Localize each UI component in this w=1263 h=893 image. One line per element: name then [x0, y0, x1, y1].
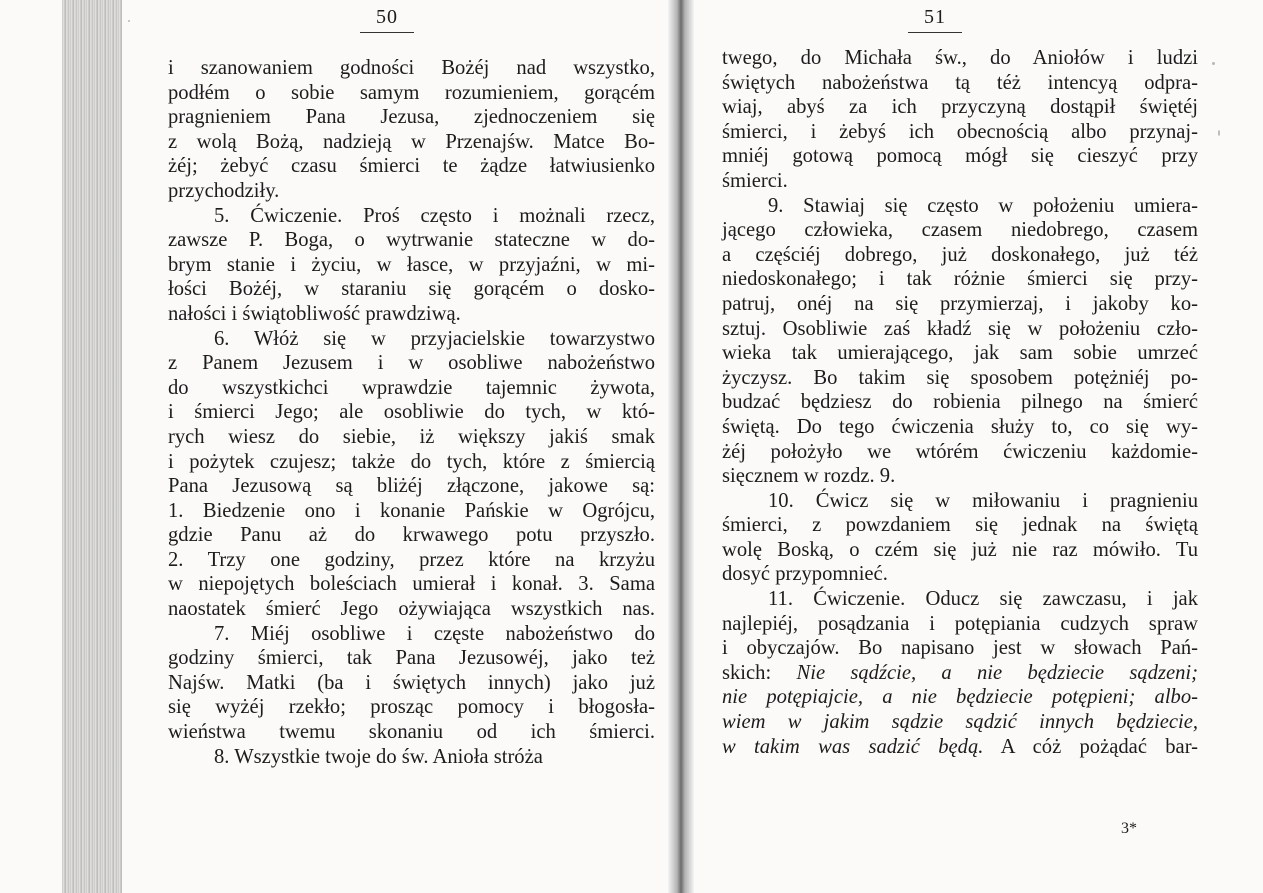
text-line: nie potępiajcie, a nie będziecie potępieni; albo-	[722, 686, 1198, 709]
text-line: 5. Ćwiczenie. Proś często i możnali rzecz,	[214, 204, 655, 227]
text-line: patruj, onéj na się przymierzaj, i jakoby ko-	[722, 292, 1198, 315]
text-line: żéj położyło we wtórém ćwiczeniu każdomie-	[722, 440, 1198, 463]
text-line: do wszystkichci wprawdzie tajemnic żywota,	[168, 376, 655, 399]
text-line: a częściéj dobrego, już doskonałego, już téż	[722, 243, 1198, 266]
scan-speck	[128, 20, 130, 22]
text-line: 10. Ćwicz się w miłowaniu i pragnieniu	[768, 489, 1198, 512]
text-line: z Panem Jezusem i w osobliwe nabożeństwo	[168, 352, 655, 375]
text-line: nałości i świątobliwość prawdziwą.	[168, 302, 461, 325]
text-line: w niepojętych boleściach umierał i konał. 3. Sama	[168, 573, 655, 596]
text-line: 6. Włóż się w przyjacielskie towarzystwo	[214, 327, 655, 350]
text-line: wiem w jakim sądzie sądzić innych będziecie,	[722, 711, 1198, 734]
text-line: przychodziły.	[168, 179, 280, 202]
text-line: niedoskonałego; i tak różnie śmierci się przy-	[722, 268, 1198, 291]
text-line: twego, do Michała św., do Aniołów i ludzi	[722, 47, 1198, 69]
text-line: gdzie Panu aż do krwawego potu przyszło.	[168, 524, 655, 547]
scan-speck	[1212, 62, 1215, 65]
text-line: wolę Boską, o czém się już nie raz mówiło. Tu	[722, 538, 1198, 561]
text-line: wiaj, abyś za ich przyczyną dostąpił świętéj	[722, 96, 1198, 119]
text-line: 2. Trzy one godziny, przez które na krzyżu	[168, 548, 655, 571]
signature-mark: 3*	[1121, 820, 1137, 837]
text-line: dosyć przypomnieć.	[722, 563, 888, 586]
text-line: łości Bożéj, w staraniu się gorącém o dosko-	[168, 278, 655, 301]
text-line: godziny śmierci, tak Pana Jezusowéj, jako też	[168, 647, 655, 670]
text-line: 8. Wszystkie twoje do św. Anioła stróża	[214, 745, 543, 768]
text-line: wieka tak umierającego, jak sam sobie umrzeć	[722, 342, 1198, 365]
left-page-number: 50	[360, 6, 414, 33]
text-line: zawsze P. Boga, o wytrwanie stateczne w do-	[168, 229, 655, 252]
left-page-text	[168, 56, 655, 769]
text-line: i śmierci Jego; ale osobliwie do tych, w któ-	[168, 401, 655, 424]
text-line: pragnieniem Pana Jezusa, zjednoczeniem się	[168, 106, 655, 129]
right-page-text	[722, 46, 1198, 759]
text-line: się wyżéj rzekło; prosząc pomocy i błogosła-	[168, 696, 655, 719]
text-line: wieństwa twemu skonaniu od ich śmierci.	[168, 721, 655, 744]
text-line: Najśw. Matki (ba i świętych innych) jako już	[168, 671, 655, 694]
text-line: Pana Jezusową są bliżéj złączone, jakowe są:	[168, 475, 655, 498]
left-binding-edge	[62, 0, 122, 893]
text-line: mniéj gotową pomocą mógł się cieszyć przy	[722, 145, 1198, 168]
text-line: świętych nabożeństwa tą téż intencyą odpra-	[722, 71, 1198, 94]
text-line: budzać będziesz do robienia pilnego na śmierć	[722, 391, 1198, 414]
text-line: naostatek śmierć Jego ożywiająca wszystkich nas.	[168, 598, 655, 621]
text-line: i szanowaniem godności Bożéj nad wszystko,	[168, 57, 655, 79]
text-line: rych wiesz do siebie, iż większy jakiś smak	[168, 425, 655, 448]
text-line: podłém o sobie samym rozumieniem, gorącém	[168, 81, 655, 104]
text-line: żéj; żebyć czasu śmierci te żądze łatwiusienko	[168, 155, 655, 178]
text-line: świętą. Do tego ćwiczenia służy to, co się wy-	[722, 415, 1198, 438]
text-line: i pożytek czujesz; także do tych, które z śmiercią	[168, 450, 655, 473]
text-line: śmierci, i żebyś ich obecnością albo przynaj-	[722, 120, 1198, 143]
text-line: skich: Nie sądźcie, a nie będziecie sądzeni;	[722, 661, 1198, 684]
text-line: 11. Ćwiczenie. Oducz się zawczasu, i jak	[768, 588, 1198, 611]
text-line: najlepiéj, posądzania i potępiania cudzych spraw	[722, 612, 1198, 635]
right-page-number: 51	[908, 6, 962, 33]
text-line: 1. Biedzenie ono i konanie Pańskie w Ogrójcu,	[168, 499, 655, 522]
text-line: sztuj. Osobliwie zaś kładź się w położeniu czło-	[722, 317, 1198, 340]
text-line: śmierci, z powzdaniem się jednak na świętą	[722, 514, 1198, 537]
text-line: jącego człowieka, czasem niedobrego, czasem	[722, 219, 1198, 242]
text-line: 9. Stawiaj się często w położeniu umiera-	[768, 194, 1198, 217]
text-line: życzysz. Bo takim się sposobem potężniéj po-	[722, 366, 1198, 389]
text-line: śmierci.	[722, 169, 788, 192]
text-line: sięcznem w rozdz. 9.	[722, 465, 896, 488]
text-line: i obyczajów. Bo napisano jest w słowach Pań-	[722, 637, 1198, 660]
text-line: w takim was sadzić będą. A cóż pożądać bar-	[722, 735, 1199, 758]
center-gutter	[668, 0, 694, 893]
text-line: 7. Miéj osobliwe i częste nabożeństwo do	[214, 622, 655, 645]
text-line: z wolą Bożą, nadzieją w Przenajśw. Matce Bo-	[168, 130, 655, 153]
text-line: brym stanie i życiu, w łasce, w przyjaźni, w mi-	[168, 253, 655, 276]
scan-speck	[1218, 130, 1220, 136]
